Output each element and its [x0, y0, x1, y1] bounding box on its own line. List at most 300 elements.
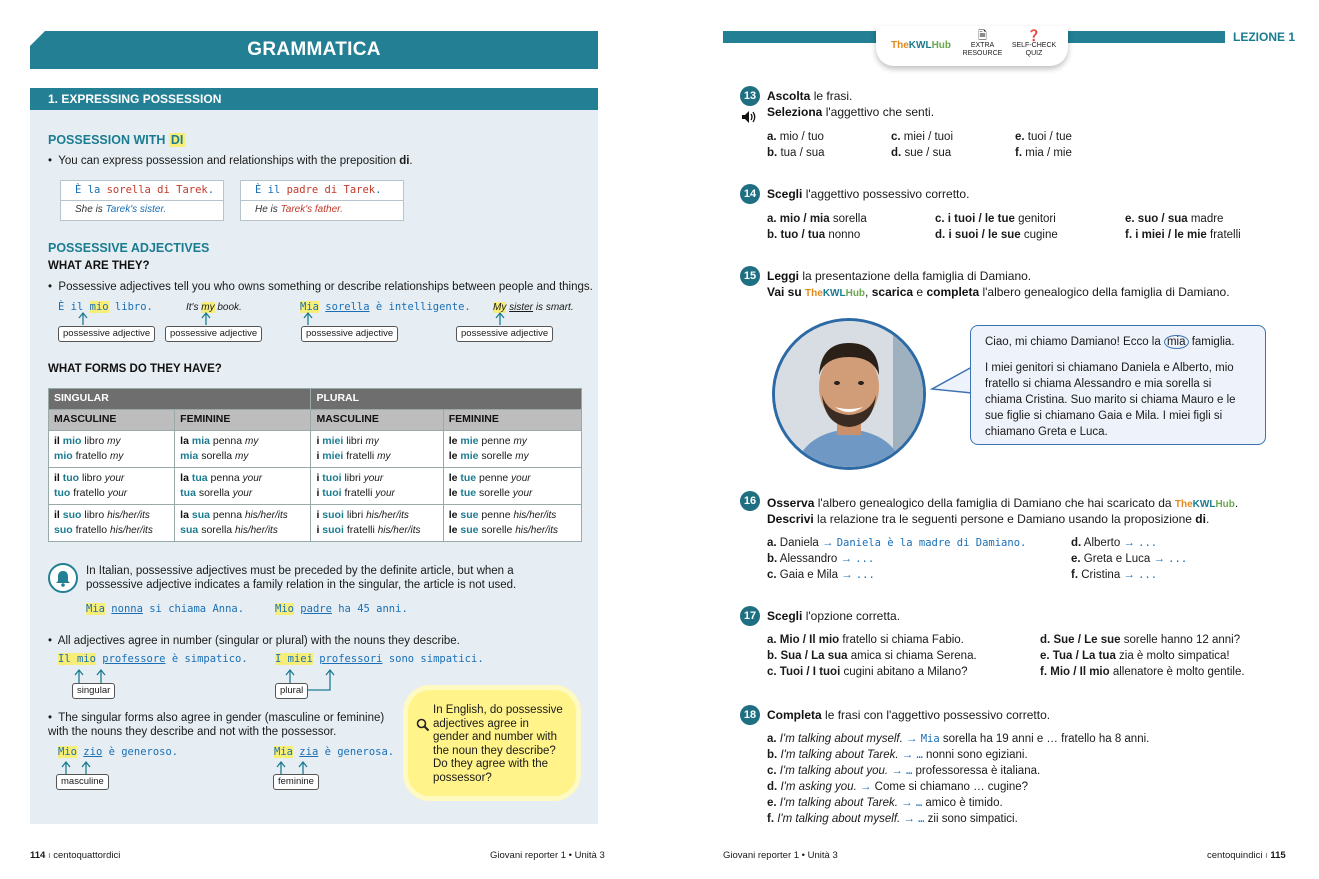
arrow-right-icon: → — [888, 765, 906, 777]
translation: my — [245, 436, 259, 447]
translation: his/her/its — [110, 525, 153, 536]
table-row — [49, 431, 582, 468]
exercise-number-16: 16 — [740, 491, 760, 511]
ex13-l1r: le frasi. — [810, 89, 853, 103]
ex14-option[interactable] — [935, 211, 1056, 227]
possessive: tuo — [54, 487, 71, 499]
item-letter: a. — [767, 537, 777, 549]
ex2-en-a: He is — [255, 204, 281, 215]
item-text: professoressa è italiana. — [912, 765, 1041, 777]
page-number-right: 115 — [1270, 850, 1286, 861]
option-letter: c. — [891, 131, 901, 143]
intro-bullet: • You can express possession and relationships with the preposition di. — [48, 155, 413, 167]
left-page — [0, 0, 640, 879]
bell-icon — [48, 563, 78, 593]
translation: my — [377, 451, 391, 462]
item-text: fratello si chiama Fabio. — [839, 634, 964, 646]
ex16-instruction-1: Osserva l'albero genealogico della famiglia di Damiano che hai scaricato da TheKWLHub. — [767, 496, 1239, 510]
speech-mia-circled: mia — [1164, 335, 1189, 349]
option-letter: a. — [767, 131, 777, 143]
item-answer: ... — [855, 569, 875, 581]
footer-book-left: Giovani reporter 1 • Unità 3 — [490, 850, 605, 861]
exercise-number-18: 18 — [740, 705, 760, 725]
cell-line — [54, 434, 169, 449]
ex17-item[interactable] — [1040, 648, 1230, 664]
item-letter: e. — [1040, 650, 1050, 662]
exercise-number-14: 14 — [740, 184, 760, 204]
ex16-item[interactable] — [767, 551, 874, 567]
th-feminine-sing: FEMININE — [175, 410, 311, 431]
what-are-they-heading: WHAT ARE THEY? — [48, 260, 150, 272]
ex18-item[interactable] — [767, 811, 1018, 827]
ex15-instruction-2: Vai su TheKWLHub, scarica e completa l'albero genealogico della famiglia di Damiano. — [767, 285, 1230, 299]
translation: his/her/its — [366, 510, 409, 521]
option-text: mio / tuo — [779, 131, 824, 143]
item-prompt: I'm talking about myself. — [777, 813, 901, 825]
page-word-right: centoquindici — [1207, 850, 1263, 861]
agree-ex1-rest: è simpatico. — [171, 653, 248, 665]
cell-line — [180, 523, 305, 538]
option-letter: e. — [1015, 131, 1025, 143]
speech-pointer — [930, 365, 974, 395]
article: il — [54, 509, 60, 521]
ex13-option[interactable] — [1015, 145, 1072, 161]
table-cell — [311, 505, 443, 542]
ex18-item[interactable] — [767, 731, 1149, 747]
tag-possessive-1: possessive adjective — [58, 326, 155, 342]
ex18-item[interactable] — [767, 779, 1028, 795]
ex13-l2r: l'aggettivo che senti. — [822, 105, 935, 119]
article: le — [448, 524, 458, 536]
ex18-item[interactable] — [767, 747, 1028, 763]
translation: my — [235, 451, 249, 462]
ex15-l1b: Leggi — [767, 269, 799, 283]
magnifier-icon — [416, 718, 430, 732]
item-text: zia è molto simpatica! — [1115, 650, 1230, 662]
item-text: cugini abitano a Milano? — [840, 666, 968, 678]
cell-line — [449, 486, 576, 501]
ex-c3: è intelligente. — [375, 301, 471, 313]
ex2-en-b: Tarek's father. — [280, 204, 343, 215]
ex-d2: sister — [509, 302, 534, 313]
arrow-elbow-icon — [304, 670, 334, 690]
ex14-option[interactable] — [767, 227, 860, 243]
possessive: mia — [180, 450, 199, 462]
article: i — [316, 472, 320, 484]
arrow-right-icon: → — [837, 553, 856, 565]
ex16-item[interactable] — [1071, 551, 1187, 567]
translation: your — [511, 473, 531, 484]
th-masculine-sing: MASCULINE — [49, 410, 175, 431]
ex15-l2b: Vai su — [767, 285, 802, 299]
cell-line — [316, 486, 437, 501]
gender-ex1-hl: Mio — [58, 746, 77, 758]
option-letter: e. — [1125, 213, 1135, 225]
ex14-l1b: Scegli — [767, 187, 803, 201]
note-example-2 — [275, 603, 408, 615]
item-letter: b. — [767, 749, 778, 761]
item-answer: … — [906, 765, 913, 777]
exercise-number-17: 17 — [740, 606, 760, 626]
ex-a1: È il — [58, 301, 84, 313]
article: la — [180, 509, 189, 521]
agree-example-1 — [58, 653, 248, 665]
tag-possessive-4: possessive adjective — [456, 326, 553, 342]
arrow-right-icon: → — [856, 781, 875, 793]
ex15-l2b3: completa — [926, 285, 980, 299]
ex17-instruction — [767, 608, 900, 624]
top-bar-right — [1068, 31, 1225, 43]
option-choice: suo / sua — [1137, 213, 1188, 225]
option-letter: f. — [1015, 147, 1023, 159]
table-cell — [443, 431, 581, 468]
gender-bullet-text: The singular forms also agree in gender (masculine or feminine) with the nouns they describe and not with the possessor. — [48, 712, 385, 738]
item-letter: f. — [767, 813, 775, 825]
ex13-option[interactable] — [1015, 129, 1072, 145]
ex-a-hl: mio — [89, 301, 109, 313]
article: i — [316, 450, 320, 462]
possessive: mio — [62, 435, 82, 447]
item-letter: a. — [767, 634, 777, 646]
translation: your — [375, 488, 395, 499]
possessive: suo — [54, 524, 73, 536]
item-text: Come si chiamano … cugine? — [874, 781, 1029, 793]
ex17-item[interactable] — [767, 664, 968, 680]
cell-line — [54, 508, 169, 523]
ex15-instruction-1 — [767, 268, 1031, 284]
possessive: mio — [54, 450, 73, 462]
ex16-l2b: Descrivi — [767, 512, 814, 526]
ex13-option[interactable] — [767, 145, 825, 161]
ex13-option[interactable] — [767, 129, 824, 145]
item-answer: ... — [855, 553, 875, 565]
ex13-instruction-2 — [767, 104, 934, 120]
translation: your — [363, 473, 384, 484]
article: le — [448, 435, 458, 447]
possessive: sue — [460, 524, 479, 536]
noun: fratello — [73, 487, 105, 499]
noun: fratelli — [344, 487, 373, 499]
arrow-right-icon: → — [900, 813, 919, 825]
option-choice: mio / mia — [779, 213, 830, 225]
item-text: Cristina — [1081, 569, 1121, 581]
ex15-l2b2: scarica — [871, 285, 914, 299]
top-bar-left — [723, 31, 883, 43]
possessive: sue — [460, 509, 479, 521]
item-choice: Sua / La sua — [780, 650, 848, 662]
item-prompt: I'm talking about Tarek. — [779, 797, 898, 809]
article: le — [448, 472, 458, 484]
th-plural: PLURAL — [311, 389, 582, 410]
ex17-item[interactable] — [1040, 664, 1245, 680]
option-letter: a. — [767, 213, 777, 225]
table-body — [49, 431, 582, 542]
article: i — [316, 435, 320, 447]
item-prompt: I'm talking about you. — [779, 765, 889, 777]
noun: fratello — [75, 450, 108, 462]
note-ex1-u: nonna — [111, 603, 143, 615]
translation: my — [515, 451, 529, 462]
item-text: Greta e Luca — [1083, 553, 1151, 565]
translation: his/her/its — [245, 510, 288, 521]
noun: penne — [481, 509, 511, 521]
possessive: tuoi — [322, 472, 342, 484]
item-letter: a. — [767, 733, 777, 745]
document-icon: 🗎 — [978, 30, 987, 42]
possessive: mie — [460, 450, 479, 462]
agree-example-2 — [275, 653, 484, 665]
th-singular: SINGULAR — [49, 389, 311, 410]
ex16-l2r: la relazione tra le seguenti persone e Damiano usando la proposizione — [813, 512, 1196, 526]
gender-ex2-hl: Mia — [274, 746, 293, 758]
self-check-button[interactable] — [1010, 30, 1058, 58]
ex-c-hl: Mia — [300, 301, 319, 313]
tag-possessive-2: possessive adjective — [165, 326, 262, 342]
gender-bullet: • The singular forms also agree in gender (masculine or feminine) with the nouns they describe and not with the possessor. — [48, 712, 385, 738]
arrow-up-icon — [286, 670, 294, 683]
arrow-right-icon: → — [898, 749, 917, 761]
ex17-item[interactable] — [767, 648, 977, 664]
ex13-option[interactable] — [891, 145, 951, 161]
possessive: sua — [191, 509, 210, 521]
ex16-item[interactable] — [767, 535, 1026, 551]
tag-possessive-3: possessive adjective — [301, 326, 398, 342]
ex16-instruction-2: Descrivi la relazione tra le seguenti persone e Damiano usando la proposizione di. — [767, 512, 1210, 526]
option-letter: f. — [1125, 229, 1133, 241]
damiano-photo — [772, 318, 926, 470]
article: i — [316, 524, 320, 536]
noun: penne — [481, 435, 511, 447]
noun: libri — [346, 509, 364, 521]
option-letter: d. — [891, 147, 902, 159]
ex18-item[interactable] — [767, 763, 1040, 779]
cell-line — [316, 449, 437, 464]
noun: fratelli — [346, 524, 375, 536]
section-title: 1. EXPRESSING POSSESSION — [30, 88, 598, 110]
cell-line — [449, 508, 576, 523]
item-letter: d. — [767, 781, 778, 793]
arrow-up-icon — [75, 670, 83, 683]
possessive: tuo — [62, 472, 80, 484]
kwl-logo[interactable]: TheKWLHub — [891, 40, 952, 51]
possessive: tuoi — [322, 487, 342, 499]
item-text: Gaia e Mila — [779, 569, 838, 581]
noun: libro — [82, 472, 102, 484]
translation: your — [242, 473, 263, 484]
footer-left: 114 ı centoquattordici — [30, 850, 121, 861]
article: le — [448, 509, 458, 521]
translation: your — [232, 488, 253, 499]
item-letter: f. — [1040, 666, 1048, 678]
possessive: miei — [322, 450, 344, 462]
arrow-right-icon: → — [1120, 537, 1139, 549]
arrow-right-icon: → — [902, 733, 921, 745]
question-circle-icon: ❓ — [1027, 30, 1041, 42]
table-cell — [311, 468, 443, 505]
table-row — [49, 468, 582, 505]
option-text: madre — [1187, 213, 1224, 225]
ex-d-hl: My — [493, 302, 507, 313]
cell-line — [54, 449, 169, 464]
arrow-right-icon: → — [818, 537, 837, 549]
item-answer: Daniela è la madre di Damiano. — [836, 537, 1027, 549]
agree-ex2-u: professori — [319, 653, 383, 665]
agree-ex1-u: professore — [102, 653, 166, 665]
noun: penna — [210, 472, 240, 484]
note-ex1-rest: si chiama Anna. — [149, 603, 245, 615]
noun: libro — [84, 435, 105, 447]
ex14-option[interactable] — [767, 211, 867, 227]
item-choice: Sue / Le sue — [1053, 634, 1121, 646]
item-answer: ... — [1138, 569, 1158, 581]
item-letter: c. — [767, 765, 777, 777]
footer-right: centoquindici ı 115 — [1207, 850, 1286, 861]
arrow-up-icon — [496, 313, 504, 325]
option-letter: d. — [935, 229, 946, 241]
arrow-right-icon: → — [837, 569, 856, 581]
th-feminine-plur: FEMININE — [443, 410, 581, 431]
speech-1c: famiglia. — [1191, 336, 1235, 348]
translation: his/her/its — [377, 525, 421, 536]
item-answer: … — [916, 749, 923, 761]
ex1-en-a: She is — [75, 204, 106, 215]
cell-line — [180, 434, 305, 449]
item-text: Alessandro — [779, 553, 838, 565]
speaker-icon[interactable] — [741, 110, 759, 124]
possession-with-text: POSSESSION WITH — [48, 133, 166, 147]
ex16-l1b: Osserva — [767, 496, 815, 510]
option-text: nonno — [825, 229, 861, 241]
kwl-inline-logo[interactable]: TheKWLHub — [805, 288, 866, 299]
article: le — [448, 450, 458, 462]
option-text: fratelli — [1206, 229, 1241, 241]
item-text: zii sono simpatici. — [924, 813, 1018, 825]
noun: sorelle — [479, 487, 510, 499]
tag-masculine: masculine — [56, 774, 109, 790]
exercise-number-13: 13 — [740, 86, 760, 106]
possessive: mia — [191, 435, 210, 447]
item-text: sorelle hanno 12 anni? — [1120, 634, 1241, 646]
noun: sorelle — [481, 450, 513, 462]
table-cell — [443, 505, 581, 542]
exercise-number-15: 15 — [740, 266, 760, 286]
ex13-instruction-1 — [767, 88, 852, 104]
ex-c2: sorella — [325, 301, 370, 313]
note-ex2-hl: Mio — [275, 603, 294, 615]
ex16-item[interactable] — [767, 567, 875, 583]
article: la — [180, 472, 189, 484]
noun: sorelle — [481, 524, 513, 536]
note-text: In Italian, possessive adjectives must be preceded by the definite article, but when a possessive adjective indicates a family relation in the singular, the article is not used. — [86, 565, 517, 591]
ex14-option[interactable] — [935, 227, 1058, 243]
noun: sorella — [201, 524, 233, 536]
cell-line — [180, 508, 305, 523]
extra-resource-button[interactable] — [960, 30, 1005, 58]
option-letter: b. — [767, 147, 778, 159]
option-text: miei / tuoi — [903, 131, 954, 143]
kwl-inline-logo-2[interactable]: TheKWLHub — [1174, 499, 1235, 510]
note-example-1 — [86, 603, 244, 615]
gender-ex1-rest: è generoso. — [108, 746, 179, 758]
item-choice: Tuoi / I tuoi — [779, 666, 841, 678]
possessive: suo — [62, 509, 82, 521]
option-text: genitori — [1014, 213, 1056, 225]
item-letter: f. — [1071, 569, 1079, 581]
item-letter: c. — [767, 569, 777, 581]
ex16-l1r: l'albero genealogico della famiglia di Damiano che hai scaricato da — [814, 496, 1172, 510]
article: le — [448, 487, 458, 499]
option-text: cugine — [1020, 229, 1058, 241]
question-bubble-text: In English, do possessive adjectives agree in gender and number with the noun they describe? Do they agree with the possessor? — [433, 704, 563, 784]
speech-line-1 — [985, 334, 1251, 350]
ex17-item[interactable] — [767, 632, 964, 648]
cell-line — [180, 486, 305, 501]
ex2-it-b: padre di Tarek — [286, 184, 376, 196]
page-number-left: 114 — [30, 850, 46, 861]
translation: his/her/its — [107, 510, 150, 521]
damiano-speech-bubble — [970, 325, 1266, 445]
what-bullet: • Possessive adjectives tell you who owns something or describe relationships between people and things. — [48, 281, 593, 293]
ex17-item[interactable] — [1040, 632, 1240, 648]
translation: my — [513, 436, 527, 447]
option-choice: i tuoi / le tue — [947, 213, 1015, 225]
possessive: tua — [191, 472, 208, 484]
tag-feminine: feminine — [273, 774, 319, 790]
item-text: sorella ha 19 anni e … fratello ha 8 anni. — [939, 733, 1150, 745]
item-prompt: I'm talking about myself. — [779, 733, 903, 745]
translation: your — [104, 473, 125, 484]
item-text: nonni sono egiziani. — [922, 749, 1028, 761]
translation: his/her/its — [515, 525, 559, 536]
cell-line — [316, 471, 437, 486]
item-letter: e. — [767, 797, 777, 809]
agree-bullet-text: All adjectives agree in number (singular or plural) with the nouns they describe. — [57, 635, 460, 647]
ex16-item[interactable] — [1071, 567, 1157, 583]
option-choice: i miei / le mie — [1135, 229, 1207, 241]
ex13-l2b: Seleziona — [767, 105, 823, 119]
item-letter: d. — [1040, 634, 1051, 646]
ex-b1: It's — [186, 302, 199, 313]
ex14-option[interactable] — [1125, 227, 1241, 243]
possessive: tua — [180, 487, 196, 499]
ex1-it-c: . — [207, 184, 215, 196]
noun: libri — [346, 435, 363, 447]
di-highlight: DI — [170, 133, 184, 147]
possessive: suoi — [322, 509, 344, 521]
option-text: tua / sua — [780, 147, 825, 159]
ex-a2: libro. — [114, 301, 153, 313]
possessive-forms-table — [48, 388, 582, 542]
item-letter: c. — [767, 666, 777, 678]
ex14-option[interactable] — [1125, 211, 1223, 227]
noun: penna — [212, 509, 243, 521]
gender-example-1 — [58, 746, 178, 758]
ex16-l2di: di — [1195, 512, 1206, 526]
table-cell — [175, 505, 311, 542]
translation: his/her/its — [235, 525, 278, 536]
option-letter: c. — [935, 213, 945, 225]
cell-line — [449, 471, 576, 486]
ex16-item[interactable] — [1071, 535, 1157, 551]
translation: my — [365, 436, 379, 447]
ex13-l1b: Ascolta — [767, 89, 811, 103]
cell-line — [180, 471, 305, 486]
what-bullet-text: Possessive adjectives tell you who owns something or describe relationships between people and things. — [58, 281, 593, 293]
ex13-option[interactable] — [891, 129, 953, 145]
ex18-item[interactable] — [767, 795, 1003, 811]
article: la — [180, 435, 189, 447]
agree-bullet: • All adjectives agree in number (singular or plural) with the nouns they describe. — [48, 635, 460, 647]
